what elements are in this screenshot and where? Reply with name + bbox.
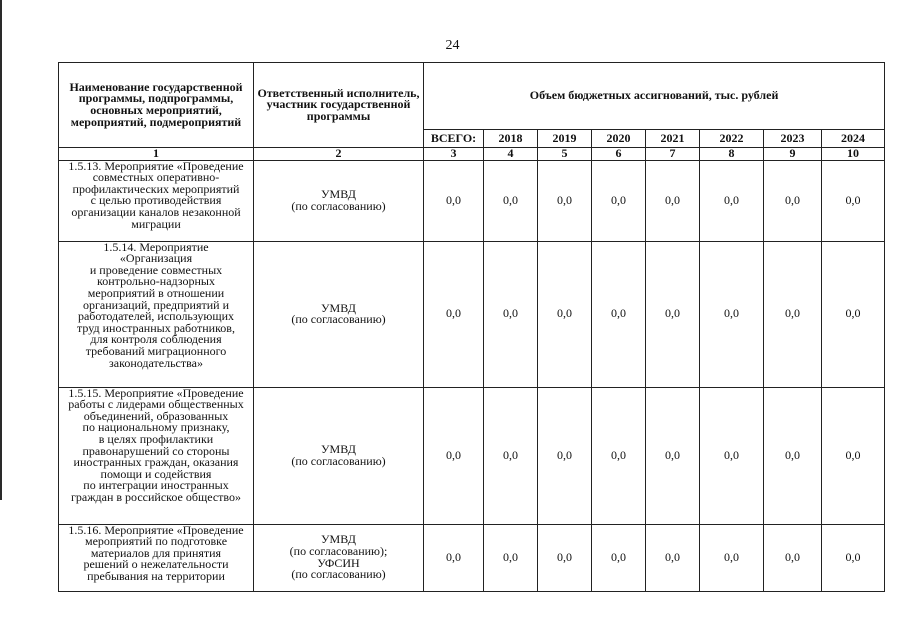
value-2018: 0,0	[484, 524, 538, 591]
value-2022: 0,0	[700, 524, 764, 591]
col-number: 8	[700, 148, 764, 161]
table-row	[59, 387, 885, 524]
header-year-2018: 2018	[484, 130, 538, 148]
measure-name: 1.5.15. Мероприятие «Проведение работы с лидерами общественных объединений, образованных по национальному признаку, в целях профилактики правонарушений со стороны иностранных граждан, оказания помощи и содействия по интеграции иностранных граждан в российское общество»	[59, 387, 254, 524]
measure-executor: УМВД (по согласованию); УФСИН (по согласованию)	[254, 524, 424, 591]
header-volume: Объем бюджетных ассигнований, тыс. рублей	[424, 63, 885, 130]
budget-table	[58, 62, 885, 592]
header-year-2020: 2020	[592, 130, 646, 148]
value-total: 0,0	[424, 524, 484, 591]
value-2019: 0,0	[538, 160, 592, 241]
value-2019: 0,0	[538, 387, 592, 524]
col-number: 3	[424, 148, 484, 161]
header-year-total: ВСЕГО:	[424, 130, 484, 148]
value-2019: 0,0	[538, 524, 592, 591]
value-2020: 0,0	[592, 241, 646, 387]
value-2021: 0,0	[646, 160, 700, 241]
col-number: 7	[646, 148, 700, 161]
table-row	[59, 241, 885, 387]
value-2018: 0,0	[484, 160, 538, 241]
measure-name: 1.5.13. Мероприятие «Проведение совместных оперативно- профилактических мероприятий с целью противодействия организации каналов незаконной миграции	[59, 160, 254, 241]
measure-executor: УМВД (по согласованию)	[254, 241, 424, 387]
value-2024: 0,0	[822, 524, 885, 591]
value-2020: 0,0	[592, 524, 646, 591]
col-number: 6	[592, 148, 646, 161]
value-total: 0,0	[424, 241, 484, 387]
col-number: 2	[254, 148, 424, 161]
header-year-2021: 2021	[646, 130, 700, 148]
measure-executor: УМВД (по согласованию)	[254, 160, 424, 241]
value-total: 0,0	[424, 387, 484, 524]
col-number: 1	[59, 148, 254, 161]
value-2020: 0,0	[592, 160, 646, 241]
value-2022: 0,0	[700, 160, 764, 241]
value-2018: 0,0	[484, 241, 538, 387]
col-number: 9	[764, 148, 822, 161]
value-2024: 0,0	[822, 387, 885, 524]
col-number: 4	[484, 148, 538, 161]
measure-executor: УМВД (по согласованию)	[254, 387, 424, 524]
header-year-2023: 2023	[764, 130, 822, 148]
value-2023: 0,0	[764, 160, 822, 241]
page-number: 24	[445, 38, 460, 53]
header-year-2019: 2019	[538, 130, 592, 148]
value-2021: 0,0	[646, 387, 700, 524]
col-number: 10	[822, 148, 885, 161]
value-2024: 0,0	[822, 160, 885, 241]
scan-left-edge	[0, 0, 2, 500]
value-2022: 0,0	[700, 387, 764, 524]
value-2024: 0,0	[822, 241, 885, 387]
value-2020: 0,0	[592, 387, 646, 524]
value-2021: 0,0	[646, 241, 700, 387]
value-2019: 0,0	[538, 241, 592, 387]
header-executor: Ответственный исполнитель, участник государственной программы	[254, 63, 424, 148]
header-year-2022: 2022	[700, 130, 764, 148]
table-row	[59, 524, 885, 591]
measure-name: 1.5.16. Мероприятие «Проведение мероприятий по подготовке материалов для принятия решений о нежелательности пребывания на территории	[59, 524, 254, 591]
value-total: 0,0	[424, 160, 484, 241]
measure-name: 1.5.14. Мероприятие «Организация и проведение совместных контрольно-надзорных мероприятий в отношении организаций, предприятий и работодателей, использующих труд иностранных работников, для контроля соблюдения требований миграционного законодательства»	[59, 241, 254, 387]
value-2023: 0,0	[764, 524, 822, 591]
value-2018: 0,0	[484, 387, 538, 524]
header-row	[59, 63, 885, 130]
column-numbers-row	[59, 148, 885, 161]
value-2023: 0,0	[764, 241, 822, 387]
value-2023: 0,0	[764, 387, 822, 524]
header-year-2024: 2024	[822, 130, 885, 148]
table-row	[59, 160, 885, 241]
col-number: 5	[538, 148, 592, 161]
value-2022: 0,0	[700, 241, 764, 387]
value-2021: 0,0	[646, 524, 700, 591]
header-name: Наименование государственной программы, подпрограммы, основных мероприятий, мероприятий, подмероприятий	[59, 63, 254, 148]
